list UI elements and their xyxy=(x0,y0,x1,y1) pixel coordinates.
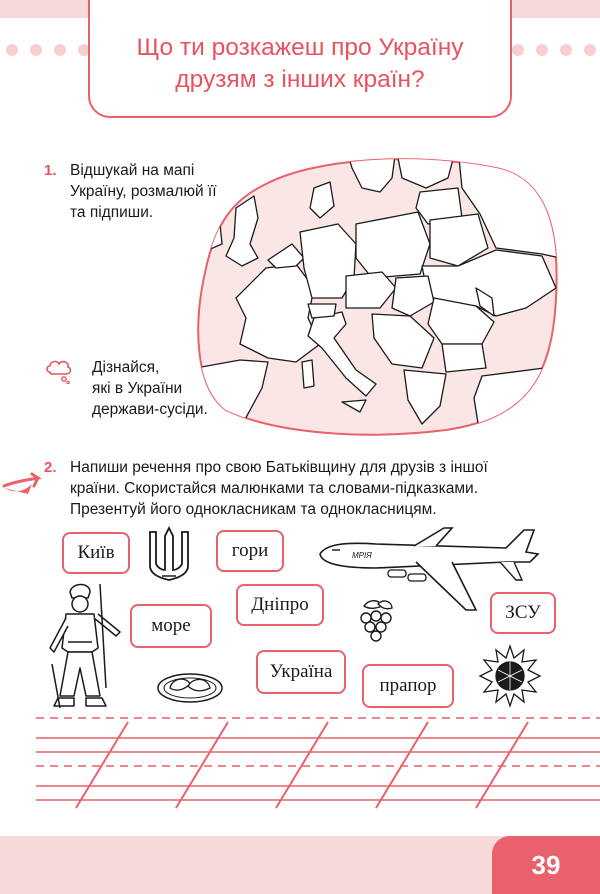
writing-lines[interactable] xyxy=(36,712,600,812)
word-card-kyiv[interactable]: Київ xyxy=(62,532,130,574)
trident-icon xyxy=(146,526,192,582)
word-card-hory[interactable]: гори xyxy=(216,530,284,572)
europe-map[interactable] xyxy=(196,148,560,436)
airplane-icon xyxy=(316,526,542,618)
task-1-text xyxy=(70,160,217,223)
word-card-ukraina[interactable]: Україна xyxy=(256,650,346,694)
hint-line-1: Дізнайся, xyxy=(92,359,160,376)
title-line-2: друзям з інших країн? xyxy=(175,66,425,93)
task-1-line-1: Відшукай на мапі xyxy=(70,162,195,179)
thought-cloud-icon xyxy=(44,358,72,384)
task-2-line-2: країни. Скористайся малюнками та словами-підказками. xyxy=(70,480,478,497)
pointer-arrow-icon xyxy=(2,472,42,496)
varenyky-icon xyxy=(156,668,224,704)
word-card-prapor[interactable]: прапор xyxy=(362,664,454,708)
sunflower-icon xyxy=(478,644,542,708)
title-line-1: Що ти розкажеш про Україну xyxy=(136,34,464,61)
task-2-text xyxy=(70,457,488,520)
cossack-icon xyxy=(40,578,132,712)
task-2-line-3: Презентуй його однокласникам та однокласницям. xyxy=(70,501,437,518)
plane-label: МРІЯ xyxy=(352,551,372,560)
page-title xyxy=(88,32,512,96)
hint-line-3: держави-сусіди. xyxy=(92,401,208,418)
hint-line-2: які в України xyxy=(92,380,183,397)
grapes-icon xyxy=(356,598,398,642)
task-1-line-2: Україну, розмалюй її xyxy=(70,183,217,200)
word-card-dnipro[interactable]: Дніпро xyxy=(236,584,324,626)
hint-text xyxy=(92,357,208,420)
page-number: 39 xyxy=(492,836,600,894)
task-2-number: 2. xyxy=(44,459,57,476)
word-card-more[interactable]: море xyxy=(130,604,212,648)
task-1-number: 1. xyxy=(44,162,57,179)
word-card-zsu[interactable]: ЗСУ xyxy=(490,592,556,634)
task-1-line-3: та підпиши. xyxy=(70,204,154,221)
task-2-line-1: Напиши речення про свою Батьківщину для друзів з іншої xyxy=(70,459,488,476)
